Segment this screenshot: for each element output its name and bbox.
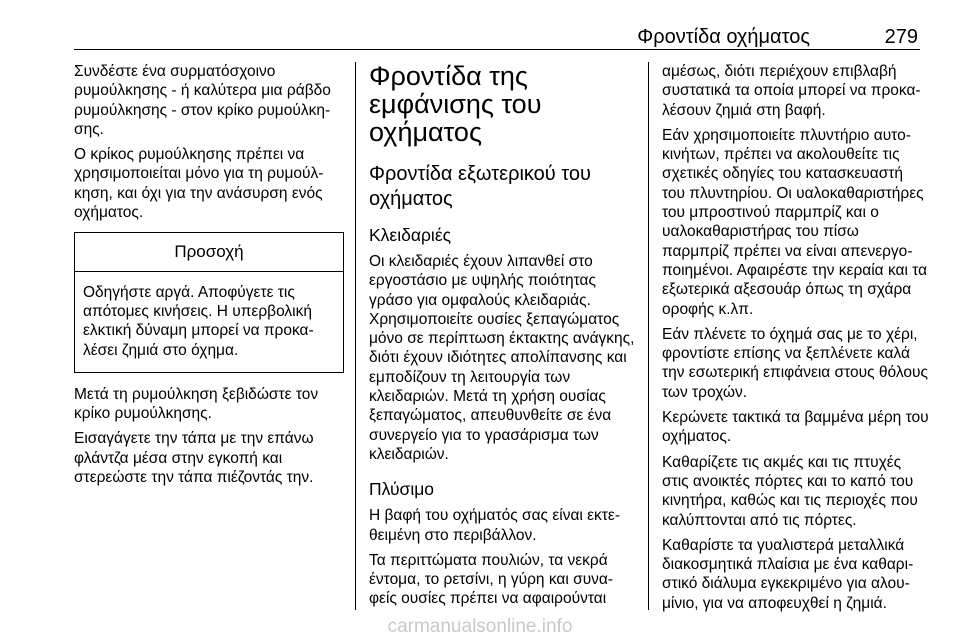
section-heading-appearance-care: Φροντίδα της εμφάνισης του οχήματος: [369, 61, 542, 147]
topic-heading-locks: Κλειδαριές: [369, 225, 452, 245]
paragraph-locks: Οι κλειδαριές έχουν λιπανθεί στο εργοστάσιο με υψηλής ποιότητας γράσο για ομφαλούς κλειδαριάς. Χρησιμοποιείτε ουσίες ξεπαγώματος μόνο σε περίπτωση έκτακτης ανάγκης, διότι έχουν ιδιότητες απολίπανσης και εμποδίζουν τη λειτουργία των κλειδαριών. Μετά τη χρήση ουσίας ξεπαγώματος, απευθυνθείτε σε ένα συνεργείο για το γρασάρισμα των κλειδαριών.: [369, 253, 635, 463]
paragraph-contaminants-continued: αμέσως, διότι περιέχουν επιβλαβή συστατικά τα οποία μπορεί να προκαλέσουν ζημιά στη βαφή.: [662, 63, 921, 119]
paragraph-tow-rope: Συνδέστε ένα συρματόσχοινο ρυμούλκησης - ή καλύτερα μια ράβδο ρυμούλκησης - στον κρίκο ρυμούλκησης.: [74, 63, 331, 138]
topic-heading-washing: Πλύσιμο: [369, 479, 435, 500]
caution-box: [74, 232, 344, 372]
paragraph-hand-wash: Εάν πλένετε το όχημά σας με το χέρι, φροντίστε επίσης να ξεπλένετε καλά την εσωτερική επιφάνεια στους θόλους των τροχών.: [662, 325, 928, 401]
text-column-2: [369, 62, 635, 615]
running-title: Φροντίδα οχήματος: [637, 26, 810, 48]
header-divider: [74, 49, 920, 50]
paragraph-clean-edges: Καθαρίζετε τις ακμές και τις πτυχές στις ανοικτές πόρτες και το καπό του κινητήρα, καθώς και τις περιοχές που καλύπτονται από τις πόρτες.: [662, 453, 918, 529]
paragraph-wax: Κερώνετε τακτικά τα βαμμένα μέρη του οχήματος.: [662, 409, 929, 446]
text-column-1: [74, 62, 344, 493]
text-column-3: [662, 62, 930, 619]
page-number: 279: [884, 26, 918, 48]
paragraph-tow-eye-use: Ο κρίκος ρυμούλκησης πρέπει να χρησιμοποιείται μόνο για τη ρυμούλκηση, και όχι για την ανάσυρση ενός οχήματος.: [74, 146, 324, 222]
caution-heading: Προσοχή: [75, 233, 343, 271]
paragraph-remove-contaminants: Τα περιττώματα πουλιών, τα νεκρά έντομα, το ρετσίνι, η γύρη και συναφείς ουσίες πρέπει να αφαιρούνται: [369, 551, 614, 608]
watermark: carmanualsonline.info: [387, 616, 573, 637]
column-divider-2: [648, 62, 649, 610]
paragraph-unscrew-eye: Μετά τη ρυμούλκηση ξεβιδώστε τον κρίκο ρυμούλκησης.: [74, 385, 319, 423]
paragraph-paint-exposed: Η βαφή του οχήματός σας είναι εκτεθειμένη στο περιβάλλον.: [369, 507, 621, 544]
caution-text: Οδηγήστε αργά. Αποφύγετε τις απότομες κινήσεις. Η υπερβολική ελκτική δύναμη μπορεί να προκαλέσει ζημιά στο όχημα.: [83, 283, 314, 359]
paragraph-insert-cap: Εισαγάγετε την τάπα με την επάνω φλάντζα μέσα στην εγκοπή και στερεώστε την τάπα πιέζοντάς την.: [74, 430, 314, 487]
paragraph-car-wash: Εάν χρησιμοποιείτε πλυντήριο αυτοκινήτων, πρέπει να ακολουθείτε τις σχετικές οδηγίες του κατασκευαστή του πλυντηρίου. Οι υαλοκαθαριστήρες του μπροστινού παρμπρίζ και ο υαλοκαθαριστήρας του πίσω παρμπρίζ πρέπει να είναι απενεργοποιημένοι. Αφαιρέστε την κεραία και τα εξωτερικά αξεσουάρ όπως τη σχάρα οροφής κ.λπ.: [662, 126, 928, 318]
paragraph-metal-trim: Καθαρίστε τα γυαλιστερά μεταλλικά διακοσμητικά πλαίσια με ένα καθαριστικό διάλυμα εγκεκριμένο για αλουμίνιο, για να αποφευχθεί η ζημιά.: [662, 536, 914, 612]
column-divider-1: [355, 62, 356, 610]
subsection-heading-exterior-care: Φροντίδα εξωτερικού του οχήματος: [369, 163, 591, 210]
